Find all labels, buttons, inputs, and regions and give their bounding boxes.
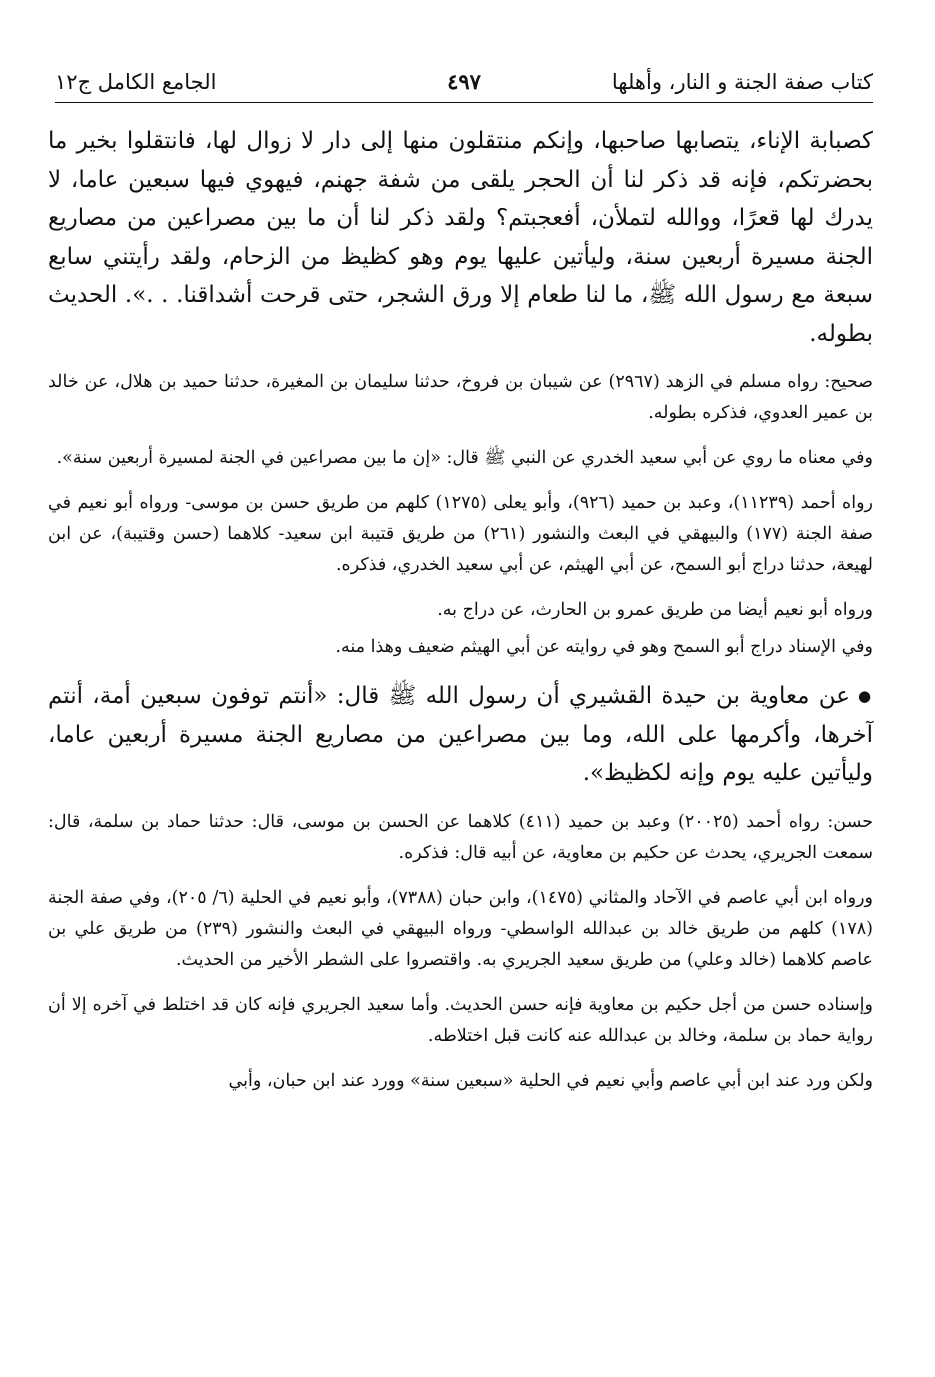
related-narration: وفي معناه ما روي عن أبي سعيد الخدري عن النبي ﷺ قال: «إن ما بين مصراعين في الجنة لمسيرة أربعين سنة». (56, 448, 873, 468)
page-number: ٤٩٧ (447, 69, 481, 94)
isnad-comment: وإسناده حسن من أجل حكيم بن معاوية فإنه حسن الحديث. وأما سعيد الجريري فإنه كان قد اختلط في آخره إلا أن رواية حماد بن سلمة، وخالد بن عبدالله عنه كانت قبل اختلاطه. (48, 994, 873, 1046)
book-section-title: كتاب صفة الجنة و النار، وأهلها (611, 70, 873, 94)
page-header (55, 60, 873, 103)
takhrij-note: صحيح: رواه مسلم في الزهد (٢٩٦٧) عن شيبان بن فروخ، حدثنا سليمان بن المغيرة، حدثنا حميد بن هلال، عن خالد بن عمير العدوي، فذكره بطوله. (48, 372, 873, 423)
takhrij-note: حسن: رواه أحمد (٢٠٠٢٥) وعبد بن حميد (٤١١) كلاهما عن الحسن بن موسى، قال: حدثنا حماد بن سلمة، قال: سمعت الجريري، يحدث عن حكيم بن معاوية، عن أبيه قال: فذكره. (48, 811, 874, 863)
isnad-comment: ولكن ورد عند ابن أبي عاصم وأبي نعيم في الحلية «سبعين سنة» وورد عند ابن حبان، وأبي (228, 1070, 873, 1091)
takhrij-note: رواه أحمد (١١٢٣٩)، وعبد بن حميد (٩٢٦)، وأبو يعلى (١٢٧٥) كلهم من طريق حسن بن موسى- ورواه أبو نعيم في صفة الجنة (١٧٧) والبيهقي في البعث والنشور (٢٦١) من طريق قتيبة ابن سعيد- كلاهما (حسن وقتيبة)، عن ابن لهيعة، حدثنا دراج أبو السمح، عن أبي الهيثم، عن أبي سعيد الخدري، فذكره. (48, 493, 873, 575)
hadith-text: ● عن معاوية بن حيدة القشيري أن رسول الله ﷺ قال: «أنتم توفون سبعين أمة، أنتم آخرها، وأكرمها على الله، وما بين مصراعين من مصاريع الجنة مسيرة أربعين عاما، وليأتين عليه يوم وإنه لكظيظ». (48, 677, 873, 793)
volume-title: الجامع الكامل ج١٢ (55, 70, 217, 94)
takhrij-note: ورواه ابن أبي عاصم في الآحاد والمثاني (١٤٧٥)، وابن حبان (٧٣٨٨)، وأبو نعيم في الحلية (٦/ ٢٠٥)، وفي صفة الجنة (١٧٨) كلهم من طريق خالد بن عبدالله الواسطي- ورواه البيهقي في البعث والنشور (٢٣٩) من طريق علي بن عاصم كلاهما (خالد وعلي) من طريق سعيد الجريري به. واقتصروا على الشطر الأخير من الحديث. (48, 887, 873, 970)
page-body (48, 122, 873, 1097)
isnad-comment: وفي الإسناد دراج أبو السمح وهو في روايته عن أبي الهيثم ضعيف وهذا منه. (335, 637, 873, 657)
takhrij-note: ورواه أبو نعيم أيضا من طريق عمرو بن الحارث، عن دراج به. (437, 600, 873, 620)
hadith-text-continued: كصبابة الإناء، يتصابها صاحبها، وإنكم منتقلون منها إلى دار لا زوال لها، فانتقلوا بخير ما بحضرتكم، فإنه قد ذكر لنا أن الحجر يلقى من شفة جهنم، فيهوي فيها سبعين عاما، لا يدرك لها قعرًا، ووالله لتملأن، أفعجبتم؟ ولقد ذكر لنا أن ما بين مصراعين من مصاريع الجنة مسيرة أربعين سنة، وليأتين عليها يوم وهو كظيظ من الزحام، ولقد رأيتني سابع سبعة مع رسول الله ﷺ، ما لنا طعام إلا ورق الشجر، حتى قرحت أشداقنا. . .». الحديث بطوله. (48, 128, 873, 347)
